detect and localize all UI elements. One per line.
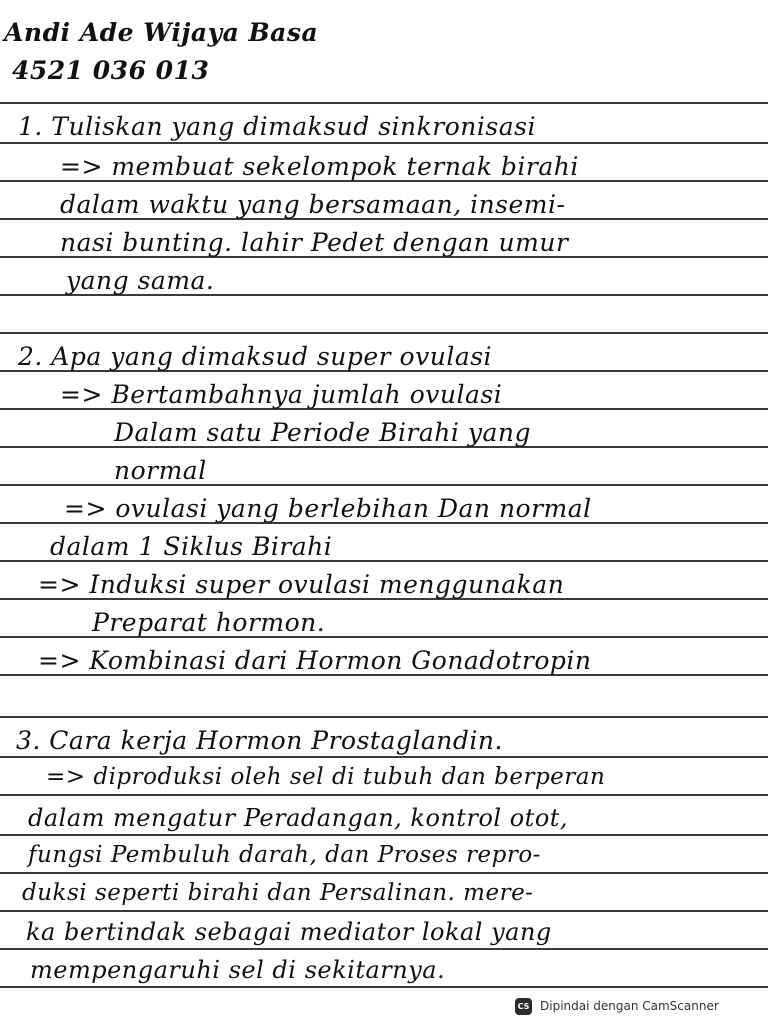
camscanner-logo-icon: CS: [515, 998, 532, 1015]
ruled-line: [0, 834, 768, 836]
answer-line: => Kombinasi dari Hormon Gonadotropin: [38, 646, 592, 675]
question-3: 3. Cara kerja Hormon Prostaglandin.: [16, 726, 503, 755]
answer-line: dalam 1 Siklus Birahi: [50, 532, 333, 561]
ruled-line: [0, 948, 768, 950]
watermark-text: Dipindai dengan CamScanner: [540, 999, 719, 1013]
answer-line: => membuat sekelompok ternak birahi: [60, 152, 579, 181]
ruled-line: [0, 794, 768, 796]
camscanner-watermark: [503, 993, 753, 1019]
ruled-line: [0, 910, 768, 912]
ruled-line: [0, 716, 768, 718]
question-1: 1. Tuliskan yang dimaksud sinkronisasi: [18, 112, 536, 141]
ruled-line: [0, 142, 768, 144]
answer-line: => ovulasi yang berlebihan Dan normal: [64, 494, 592, 523]
student-id: 4521 036 013: [12, 56, 210, 85]
answer-line: => Bertambahnya jumlah ovulasi: [60, 380, 503, 409]
answer-line: Preparat hormon.: [92, 608, 326, 637]
answer-line: dalam waktu yang bersamaan, insemi-: [60, 190, 566, 219]
answer-line: Dalam satu Periode Birahi yang: [114, 418, 531, 447]
ruled-line: [0, 756, 768, 758]
answer-line: => Induksi super ovulasi menggunakan: [38, 570, 565, 599]
ruled-line: [0, 872, 768, 874]
answer-line: dalam mengatur Peradangan, kontrol otot,: [28, 804, 569, 832]
answer-line: mempengaruhi sel di sekitarnya.: [30, 956, 446, 984]
ruled-line: [0, 102, 768, 104]
answer-line: yang sama.: [66, 266, 215, 295]
student-name: Andi Ade Wijaya Basa: [4, 18, 319, 47]
ruled-line: [0, 986, 768, 988]
answer-line: => diproduksi oleh sel di tubuh dan berperan: [46, 764, 606, 790]
ruled-line: [0, 332, 768, 334]
answer-line: duksi seperti birahi dan Persalinan. mere-: [22, 880, 534, 906]
question-2: 2. Apa yang dimaksud super ovulasi: [18, 342, 493, 371]
answer-line: nasi bunting. lahir Pedet dengan umur: [60, 228, 569, 257]
answer-line: fungsi Pembuluh darah, dan Proses repro-: [28, 842, 541, 868]
answer-line: ka bertindak sebagai mediator lokal yang: [26, 918, 552, 946]
answer-line: normal: [114, 456, 207, 485]
